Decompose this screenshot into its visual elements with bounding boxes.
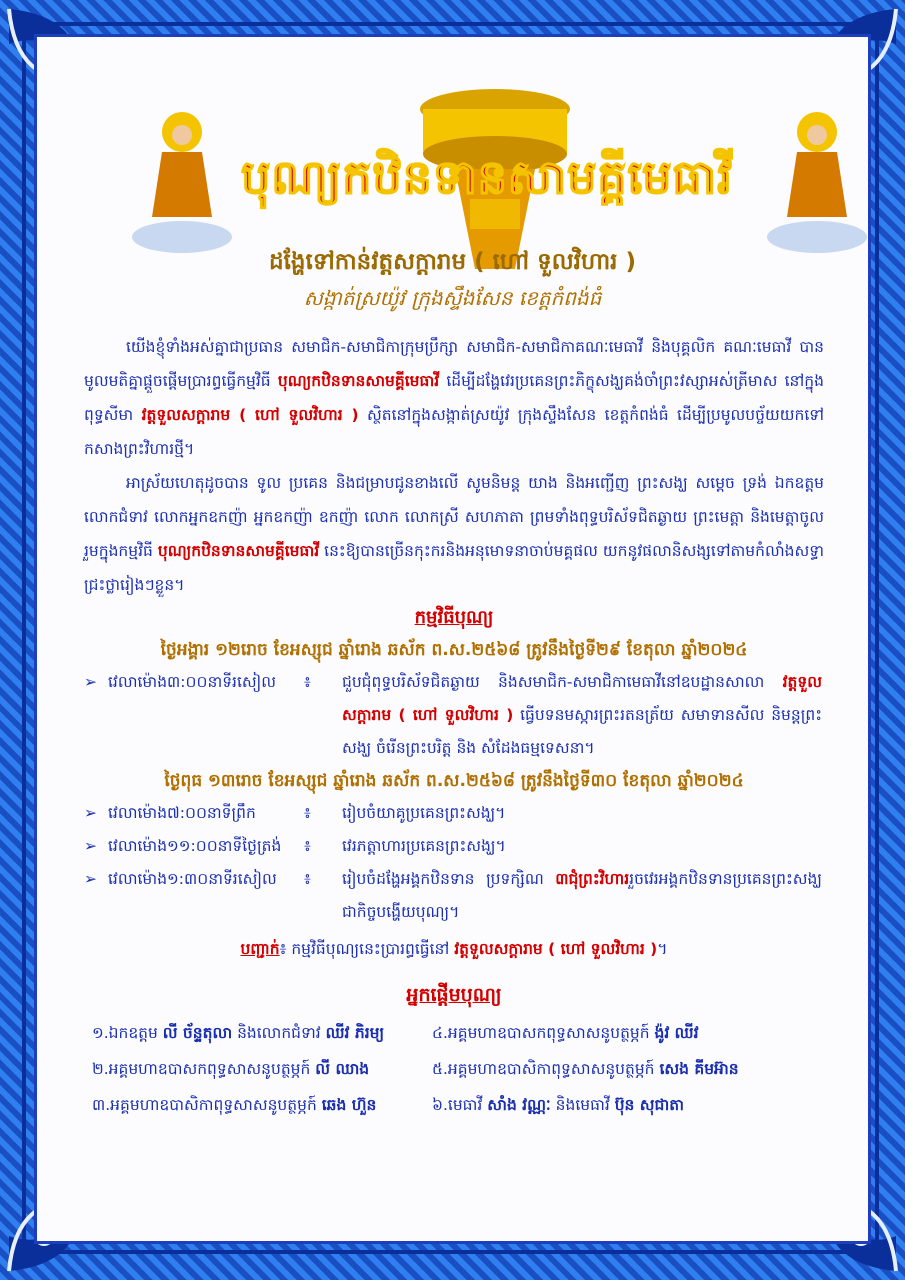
schedule-time: វេលាម៉ោង១:៣០នាទីរសៀល <box>108 870 277 888</box>
sponsor-name: ប៊ុន សុជាតា <box>614 1096 685 1114</box>
note-text: ៖ កម្មវិធីបុណ្យនេះប្រារព្ធធ្វើនៅ <box>279 940 455 958</box>
sponsor-entry <box>432 1051 812 1087</box>
sponsor-title: ៦.មេធាវី <box>432 1096 488 1114</box>
sponsor-entry <box>432 1087 812 1123</box>
schedule-colon: ៖ <box>304 673 311 691</box>
desc-text: រៀបចំដង្ហែអង្គកឋិនទាន ប្រទក្សិណ <box>342 870 556 888</box>
paragraph-highlight: បុណ្យកឋិនទានសាមគ្គីមេធាវី <box>277 372 440 390</box>
sponsor-entry <box>92 1015 432 1051</box>
sponsor-title: ៥.អគ្គមហាឧបាសិកាពុទ្ធសាសនូបត្ថម្ភក៍ <box>432 1060 660 1078</box>
deity-left-image <box>127 107 237 257</box>
schedule-row <box>84 797 824 830</box>
schedule-colon: ៖ <box>304 870 311 888</box>
program-header: កម្មវិធីបុណ្យ <box>414 607 494 628</box>
sponsor-entry <box>92 1051 432 1087</box>
bullet-arrow-icon: ➢ <box>84 673 97 691</box>
bullet-arrow-icon: ➢ <box>84 837 97 855</box>
sponsor-row <box>92 1051 824 1087</box>
poster-title: បុណ្យកឋិនទានសាមគ្គីមេធាវី <box>241 150 733 204</box>
sponsor-title: ៣.អគ្គមហាឧបាសិកាពុទ្ធសាសនូបត្ថម្ភក៍ <box>92 1096 322 1114</box>
schedule-desc: វេរភត្តាហារប្រគេនព្រះសង្ឃ។ <box>342 837 506 855</box>
sponsor-title: និងមេធាវី <box>550 1096 615 1114</box>
schedule-time: វេលាម៉ោង៧:០០នាទីព្រឹក <box>108 804 256 822</box>
schedule-colon: ៖ <box>304 804 311 822</box>
paragraph-2 <box>84 466 824 602</box>
sponsor-entry <box>432 1015 812 1051</box>
sponsor-name: សេង គីមអ៊ាន <box>659 1060 739 1078</box>
sponsor-name: ឆេង ហ៊ួន <box>321 1096 377 1114</box>
paragraph-text: ស្ថិតនៅក្នុងសង្កាត់ស្រយ៉ូវ ក្រុងស្ទឹងសែន ខេត្តកំពង់ធំ ដើម្បីប្រមូលបច្ច័យយកទៅកសាងព្រះវិហារថ្មី។ <box>84 406 825 458</box>
schedule-time: វេលាម៉ោង៣:០០នាទីរសៀល <box>108 673 277 691</box>
schedule-colon: ៖ <box>304 837 311 855</box>
note-end: ។ <box>657 940 668 958</box>
sponsor-title: និងលោកជំទាវ <box>232 1024 326 1042</box>
sponsor-name: សាំង វណ្ណៈ <box>487 1096 551 1114</box>
paragraph-highlight: បុណ្យកឋិនទានសាមគ្គីមេធាវី <box>157 542 320 560</box>
poster-body <box>84 330 824 1123</box>
sponsor-title: ១.ឯកឧត្តម <box>92 1024 163 1042</box>
schedule-row <box>84 666 824 765</box>
desc-highlight: វត្តទួលសក្តារាម ( ហៅ ទួលវិហារ ) <box>342 673 822 724</box>
sponsor-name: លី ឈាង <box>315 1060 370 1078</box>
sponsor-title: ២.អគ្គមហាឧបាសកពុទ្ធសាសនូបត្ថម្ភក៍ <box>92 1060 316 1078</box>
desc-text: ជួបជុំពុទ្ធបរិស័ទជិតឆ្ងាយ និងសមាជិក-សមាជិកាមេធាវីនៅឧបដ្ឋានសាលា <box>342 673 783 691</box>
sponsor-row <box>92 1087 824 1123</box>
sponsor-entry <box>92 1087 432 1123</box>
deity-right-image <box>762 107 871 257</box>
paragraph-text: ដើម្បីដង្ហែវេរប្រគេនព្រះភិក្ខុសង្ឃគង់ចាំព្រះវស្សាអស់ត្រីមាស នៅក្នុងពុទ្ធសីមា <box>84 372 824 424</box>
sponsors-list <box>92 1015 824 1123</box>
paragraph-highlight: វត្តទួលសក្តារាម ( ហៅ ទួលវិហារ ) <box>141 406 359 424</box>
schedule-row <box>84 863 824 929</box>
sponsor-name: លី ច័ន្ទតុលា <box>162 1024 233 1042</box>
paragraph-text: អាស្រ័យហេតុដូចបាន ទូល ប្រគេន និងជម្រាបជូនខាងលើ សូមនិមន្ត យាង និងអញ្ជើញ ព្រះសង្ឃ សម្តេច ទ្រង់ ឯកឧត្តម លោកជំទាវ លោកអ្នកឧកញ៉ា អ្នកឧកញ៉ា ឧកញ៉ា លោក លោកស្រី សហភាតា ព្រមទាំងពុទ្ធបរិស័ទជិតឆ្ងាយ ព្រះមេត្តា និងមេត្តាចូលរួមក្នុងកម្មវិធី <box>84 474 824 560</box>
schedule-desc: រៀបចំយាគូប្រគេនព្រះសង្ឃ។ <box>342 804 506 822</box>
desc-highlight: ៣ជុំព្រះវិហារ <box>555 870 630 888</box>
sponsor-title: ៤.អគ្គមហាឧបាសកពុទ្ធសាសនូបត្ថម្ភក៍ <box>432 1024 655 1042</box>
paragraph-text: យើងខ្ញុំទាំងអស់គ្នាជាប្រធាន សមាជិក-សមាជិកាក្រុមប្រឹក្សា សមាជិក-សមាជិកាគណៈមេធាវី និងបុគ្គលិក គណៈមេធាវី បានមូលមតិគ្នាផ្តួចផ្តើមប្រារព្ធធ្វើកម្មវិធី <box>84 338 824 390</box>
day-1-heading: ថ្ងៃអង្គារ ១២រោច ខែអស្សុជ ឆ្នាំរោង ឆស័ក ព.ស.២៥៦៨ ត្រូវនឹងថ្ងៃទី២៩ ខែតុលា ឆ្នាំ២០២៤ <box>160 640 748 660</box>
subtitle-destination: ដង្ហែទៅកាន់វត្តសក្តារាម ( ហៅ ទួលវិហារ ) <box>269 249 636 275</box>
day-2-heading: ថ្ងៃពុធ ១៣រោច ខែអស្សុជ ឆ្នាំរោង ឆស័ក ព.ស.២៥៦៨ ត្រូវនឹងថ្ងៃទី៣០ ខែតុលា ឆ្នាំ២០២៤ <box>164 771 744 791</box>
bullet-arrow-icon: ➢ <box>84 870 97 888</box>
schedule-row <box>84 830 824 863</box>
sponsors-header: អ្នកផ្តើមបុណ្យ <box>406 984 502 1006</box>
bullet-arrow-icon: ➢ <box>84 804 97 822</box>
desc-text: ធ្វើបទនមស្ការព្រះរតនត្រ័យ សមាទានសីល និមន្តព្រះសង្ឃ ចំរើនព្រះបរិត្ត និង សំដែងធម្មទេសនា។ <box>342 706 822 757</box>
schedule-desc <box>342 863 822 929</box>
note-line <box>84 931 824 967</box>
subtitle-location: សង្កាត់ស្រយ៉ូវ ក្រុងស្ទឹងសែន ខេត្តកំពង់ធំ <box>303 286 602 310</box>
sponsor-row <box>92 1015 824 1051</box>
note-label: បញ្ជាក់ <box>240 940 280 958</box>
note-highlight: វត្តទួលសក្តារាម ( ហៅ ទួលវិហារ ) <box>454 940 658 958</box>
schedule-desc <box>342 666 822 765</box>
sponsor-name: ង៉ូវ ឈីវ <box>654 1024 699 1042</box>
schedule-time: វេលាម៉ោង១១:០០នាទីថ្ងៃត្រង់ <box>108 837 282 855</box>
paragraph-text: នេះឱ្យបានច្រើនកុះករនិងអនុមោទនាចាប់មគ្គផល យកនូវផលានិសង្សទៅតាមកំលាំងសទ្ធាជ្រះថ្លារៀងៗខ្លួន។ <box>84 542 824 594</box>
paragraph-1 <box>84 330 824 466</box>
desc-text: រួចវេរអង្គកឋិនទានប្រគេនព្រះសង្ឃ ជាកិច្ចបង្ហើយបុណ្យ។ <box>342 870 822 921</box>
sponsor-name: ឈីវ ភិរម្យ <box>325 1024 385 1042</box>
